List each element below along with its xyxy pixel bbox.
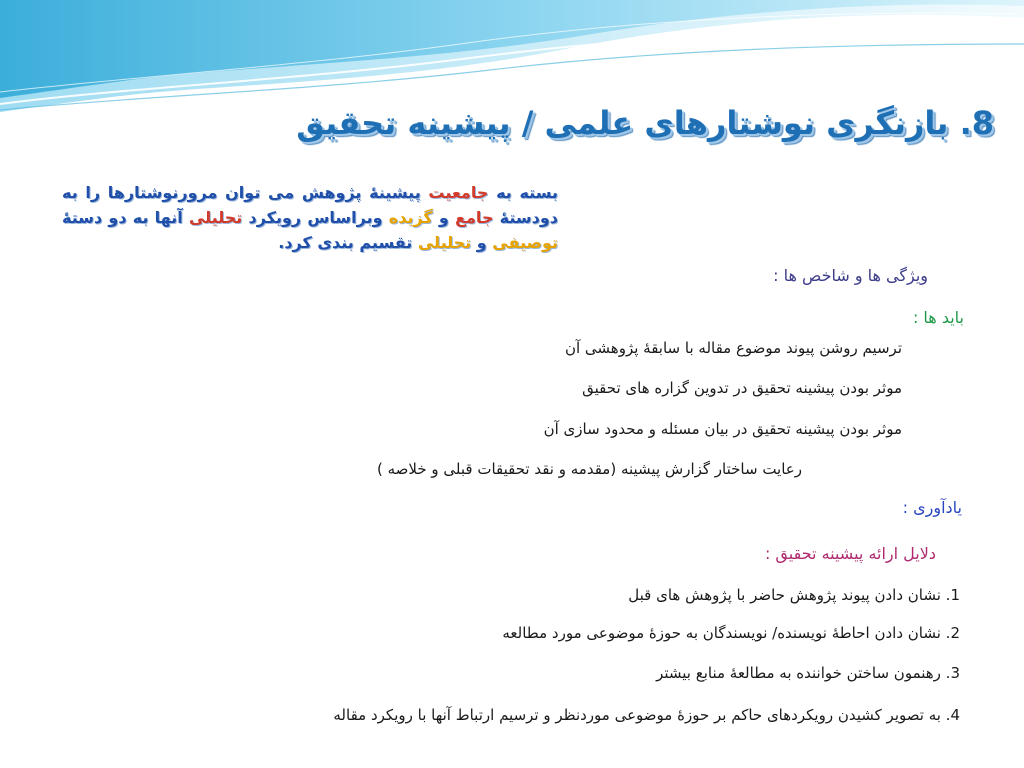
- reason-item: 4. به تصویر کشیدن رویکردهای حاکم بر حوزهٔ موضوعی موردنظر و ترسیم ارتباط آنها با رویکرد مقاله: [333, 706, 960, 724]
- slide-title: 8. بازنگری نوشتارهای علمی / پیشینه تحقیق: [296, 104, 994, 142]
- intro-highlight-red: جامع: [455, 208, 494, 227]
- must-item: موثر بودن پیشینه تحقیق در بیان مسئله و محدود سازی آن: [543, 420, 902, 438]
- intro-text: تقسیم بندی کرد.: [278, 233, 418, 252]
- intro-paragraph: [62, 180, 558, 255]
- intro-text: آنها به دو دستهٔ: [62, 208, 189, 227]
- intro-text: بسته به: [488, 183, 559, 202]
- reminder-heading: یادآوری :: [902, 498, 962, 517]
- intro-text: پیشینهٔ پژوهش می توان مرورنوشتارها را به دودستهٔ: [62, 183, 559, 227]
- musts-heading: باید ها :: [912, 308, 964, 327]
- must-item: رعایت ساختار گزارش پیشینه (مقدمه و نقد تحقیقات قبلی و خلاصه ): [376, 460, 802, 478]
- intro-highlight-yellow: تحلیلی: [417, 233, 472, 252]
- intro-text: وبراساس رویکرد: [242, 208, 389, 227]
- intro-highlight-red: تحلیلی: [188, 208, 243, 227]
- reason-item: 1. نشان دادن پیوند پژوهش حاضر با پژوهش های قبل: [628, 586, 960, 604]
- must-item: ترسیم روشن پیوند موضوع مقاله با سابقهٔ پژوهشی آن: [564, 339, 902, 357]
- reasons-heading: دلایل ارائه پیشینه تحقیق :: [764, 544, 936, 563]
- reason-item: 2. نشان دادن احاطهٔ نویسنده/ نویسندگان به حوزهٔ موضوعی مورد مطالعه: [502, 624, 960, 642]
- reason-item: 3. رهنمون ساختن خواننده به مطالعهٔ منابع بیشتر: [656, 664, 960, 682]
- intro-highlight-red: جامعیت: [428, 183, 489, 202]
- features-heading: ویژگی ها و شاخص ها :: [773, 266, 928, 285]
- intro-text: و: [471, 233, 493, 252]
- intro-highlight-yellow: گزیده: [388, 208, 433, 227]
- must-item: موثر بودن پیشینه تحقیق در تدوین گزاره های تحقیق: [582, 379, 902, 397]
- intro-highlight-yellow: توصیفی: [492, 233, 558, 252]
- intro-text: و: [432, 208, 456, 227]
